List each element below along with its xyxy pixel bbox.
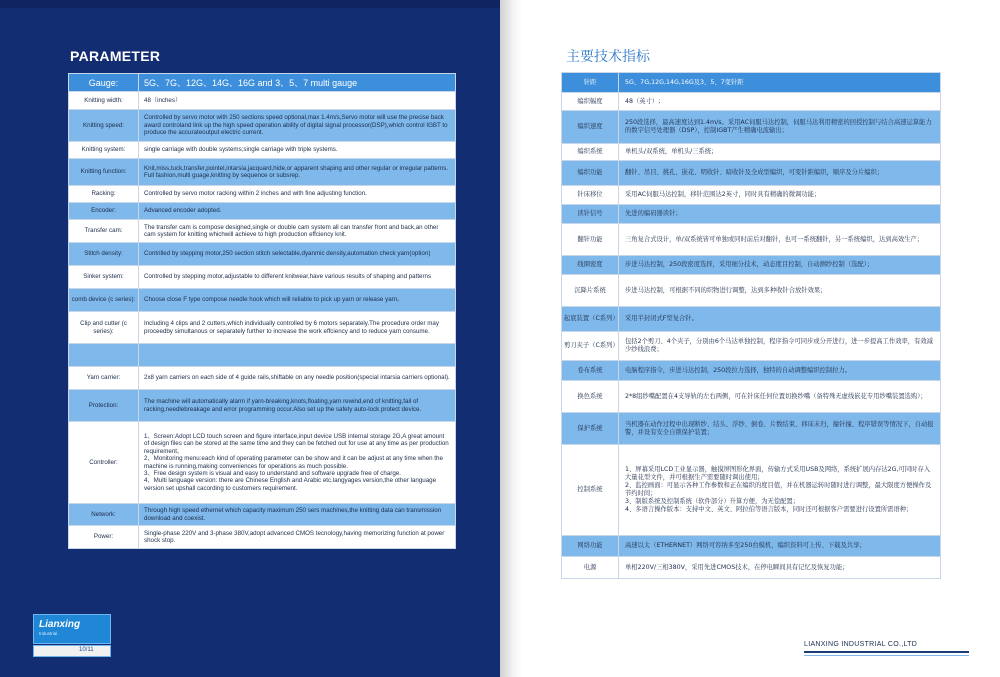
table-row	[562, 256, 941, 275]
row-label: Protection:	[69, 390, 139, 422]
row-label: 线圈密度	[562, 256, 619, 275]
row-label: Stitch density:	[69, 243, 139, 266]
logo-strip	[33, 645, 111, 657]
table-row	[562, 224, 941, 256]
row-value: 2x8 yarn carriers on each side of 4 guide rails,shiftable on any needle position(special intarsia carriers optional).	[139, 367, 456, 390]
company-logo	[33, 614, 111, 656]
table-row	[69, 367, 456, 390]
row-value: 1、屏幕采用LCD工业显示器，触摸屏图形化界面，传输方式采用USB及网络，系统扩展内存达2G,可同时存入大量花型文件，并可根据生产需要随时调出使用； 2、监控画面：可显示各种工作参数和正在编织的度目值，并在机器运转时随时进行调整，最大限度方便操作及节约时间； 3、制版系统及控制系统（软件部分）升算方便，为无偿配置； 4、多语言操作版本：支持中文、英文、阿拉伯等语言版本，同时还可根据客户需要进行设置所需语种；	[619, 445, 941, 536]
row-value: 48（inches）	[139, 92, 456, 110]
row-value: 采用AC伺服马达控制，移针范围达2英寸，同时具有精确的微调功能；	[619, 186, 941, 205]
row-value	[139, 344, 456, 367]
row-label: Knitting function:	[69, 159, 139, 186]
logo-name: Lianxing	[39, 619, 81, 630]
row-value: 单相220V/三相380V，采用先进CMOS技术，在停电瞬间具有记忆及恢复功能；	[619, 557, 941, 579]
row-label: 编织功能	[562, 161, 619, 186]
row-label: Yarn carrier:	[69, 367, 139, 390]
row-label: 针距	[562, 73, 619, 93]
page-spine	[500, 0, 522, 677]
table-row	[562, 205, 941, 224]
row-value: 先进的编码器读针；	[619, 205, 941, 224]
row-value: 高速以太（ETHERNET）网络可容纳多至250台模机，编织资料可上传、下载及共享；	[619, 536, 941, 557]
table-header-row	[562, 73, 941, 93]
row-value: Including 4 clips and 2 cutters,which individually controlled by 6 motors separately.The procedure order may proceedby simultanous or separately further to increase the work effciency and to reduce yarn consume.	[139, 312, 456, 344]
parameter-table-en	[68, 73, 456, 549]
table-row	[562, 413, 941, 445]
table-row	[562, 111, 941, 144]
row-label: Power:	[69, 526, 139, 549]
row-label: 翻针功能	[562, 224, 619, 256]
row-value: 采用半封闭式F型复合针。	[619, 307, 941, 332]
row-value: 5G、7G,12G,14G,16G及3、5、7变针距	[619, 73, 941, 93]
left-page-title: PARAMETER	[70, 48, 161, 64]
table-row	[562, 186, 941, 205]
row-value: single carriage with double systems;single carriage with triple systems.	[139, 142, 456, 159]
row-value: Advanced encoder adopted.	[139, 203, 456, 220]
top-stripe	[0, 0, 500, 8]
row-label: 针床移位	[562, 186, 619, 205]
row-label: 编织幅度	[562, 93, 619, 111]
row-label: Transfer cam:	[69, 220, 139, 243]
row-value: 步进马达控制，可根据不同的织物进行调整，达到多种收针合放针效果；	[619, 275, 941, 307]
row-label	[69, 344, 139, 367]
table-row	[69, 289, 456, 312]
table-row	[562, 445, 941, 536]
row-value: 1、Screen:Adopt LCD touch screen and figure interface,input device USB internal storage 2G,A great amount of design files can be stored at the same time and they can be fetched out for use at any time as per production requirement。 2、Monitoring menu:each kind of operating parameter can be show and it can be adjust at any time when the machine is running,making conveniences for operations as much possible. 3、Free design system is visual and easy to understand and software upgrade free of charge. 4、Multi language version: there are Chinese English and Arabic etc.langyages version,the other language version set upshall cacording to customers requirement.	[139, 422, 456, 504]
right-page-title: 主要技术指标	[566, 49, 650, 65]
row-value: 电脑程序指令，步进马达控制，250段拉力选择，独特的自动调整编织控制拉力。	[619, 361, 941, 381]
row-label: 读针信号	[562, 205, 619, 224]
row-label: Encoder:	[69, 203, 139, 220]
table-row	[562, 161, 941, 186]
table-row	[69, 203, 456, 220]
table-row	[69, 390, 456, 422]
logo-subtitle: Industrial	[39, 631, 58, 636]
row-label: Knitting system:	[69, 142, 139, 159]
table-row	[69, 220, 456, 243]
table-row	[69, 312, 456, 344]
row-value: 5G、7G、12G、14G、16G and 3、5、7 multi gauge	[139, 74, 456, 92]
row-value: 单机头/双系统，单机头/三系统；	[619, 144, 941, 161]
row-label: 编织速度	[562, 111, 619, 144]
table-row	[69, 110, 456, 142]
table-row	[69, 266, 456, 289]
row-label: Sinker system:	[69, 266, 139, 289]
table-row	[69, 526, 456, 549]
row-label: 控制系统	[562, 445, 619, 536]
row-label: 沉降片系统	[562, 275, 619, 307]
table-row	[69, 504, 456, 526]
company-name: LIANXING INDUSTRIAL CO.,LTD	[804, 641, 918, 648]
row-value: The transfer cam is compose designed,single or double cam system all can transfer front and back,an other cam system for knitting whichwill achieve to high production effciency knit.	[139, 220, 456, 243]
row-value: Controlled by servo motor with 250 sections speed optional,max 1.4m/s,Servo motor will use the precise back award controland link up the high speed operation ability of digital signal processor(DSP),which control IGBT to produce the accurateoutput electric current.	[139, 110, 456, 142]
row-value: The machine will automatically alarm if yarn-breaking,knots,floating,yarn rewind,end of knitting,fail of racking,needlebreakage and error programming occur.Also set up the safety auto-lock protect device.	[139, 390, 456, 422]
parameter-table-cn	[561, 72, 941, 579]
row-value: Contrilled by stepping motor,250 section stitch selectable,dyanmic density,automation check yarn(option)	[139, 243, 456, 266]
row-label: 保护系统	[562, 413, 619, 445]
row-label: 换色系统	[562, 381, 619, 413]
company-underline-accent	[804, 655, 969, 656]
row-value: Single-phase 220V and 3-phase 380V,adopt advanced CMOS tecnology,having memorizing function at power shock stop.	[139, 526, 456, 549]
table-row	[562, 93, 941, 111]
row-label: Racking:	[69, 186, 139, 203]
row-label: Gauge:	[69, 74, 139, 92]
table-row	[562, 536, 941, 557]
page-number: 10/11	[79, 647, 94, 653]
row-value: 包括2个剪刀、4个夹子，分别由6个马达单独控制，程序指令可同步或分开进行，进一步提高工作效率，有效减少纱线浪费；	[619, 332, 941, 361]
row-value: Controlled by servo motor racking within 2 inches and with fine adjusting function.	[139, 186, 456, 203]
table-row	[69, 186, 456, 203]
table-row	[562, 275, 941, 307]
table-row	[69, 243, 456, 266]
row-label: 起底装置（C系列）	[562, 307, 619, 332]
row-value: 2*8组纱嘴配置在4支导轨的左右两侧，可在针床任何位置切换纱嘴（备特殊无虚线嵌花专用纱嘴装置选购）；	[619, 381, 941, 413]
table-row	[69, 422, 456, 504]
table-row	[69, 159, 456, 186]
row-label: Clip and cutter (c series):	[69, 312, 139, 344]
row-value: Through high speed ethernet which capacity maximum 250 sers machines,the knitting data can transmission download and coexist.	[139, 504, 456, 526]
row-value: Knit,miss,tuck,transfer,pointel,intarsia,jacquard,hide,or apparent shaping and other regular or irregular patterns. Full fashion,multi guage,knitting by sequence or subsrep.	[139, 159, 456, 186]
table-row	[562, 381, 941, 413]
row-label: 电源	[562, 557, 619, 579]
table-row	[562, 557, 941, 579]
row-label: Controller:	[69, 422, 139, 504]
row-value: Choose close F type compose needle hook which will reliable to pick up yarn or release yarn。	[139, 289, 456, 312]
company-underline	[804, 651, 969, 653]
table-row	[69, 344, 456, 367]
row-value: Controlled by stepping motor,adjustable to different knitwear,have various results of shaping and patterns	[139, 266, 456, 289]
row-label: 编织系统	[562, 144, 619, 161]
row-value: 三角复合式设计，单/双系统皆可单独或同时前后对翻针，也可一系统翻针，另一系统编织，达到高效生产；	[619, 224, 941, 256]
row-value: 48（英寸）;	[619, 93, 941, 111]
table-row	[562, 332, 941, 361]
table-row	[562, 144, 941, 161]
row-label: 卷布系统	[562, 361, 619, 381]
row-label: 网络功能	[562, 536, 619, 557]
row-value: 250段选择，最高速度达到1.4m/s。采用AC伺服马达控制，伺服马达利用精密的回授控制与结合高速运算能力的数字信号处理器（DSP），控制IGBT产生精确电流输出；	[619, 111, 941, 144]
row-value: 翻针、吊目、挑孔、嵌花、明收针、暗收针及全成型编织，可变针距编织，顺序及分片编织；	[619, 161, 941, 186]
table-row	[69, 142, 456, 159]
table-row	[562, 307, 941, 332]
row-value: 当机器在动作过程中出现断纱、结头、浮纱、倒卷、片数结束、移床末归，撞针撞、程序错误等情况下，自动报警，并设有安全自锁保护装置；	[619, 413, 941, 445]
table-row	[69, 92, 456, 110]
row-label: Knitting speed:	[69, 110, 139, 142]
table-header-row	[69, 74, 456, 92]
table-row	[562, 361, 941, 381]
row-value: 步进马达控制，250段密度选择，采用细分技术，动态度目控制，自动测纱控制（选配）；	[619, 256, 941, 275]
row-label: comb device (c series):	[69, 289, 139, 312]
row-label: 剪刀夹子（C系列）	[562, 332, 619, 361]
row-label: Knitting width:	[69, 92, 139, 110]
row-label: Network:	[69, 504, 139, 526]
